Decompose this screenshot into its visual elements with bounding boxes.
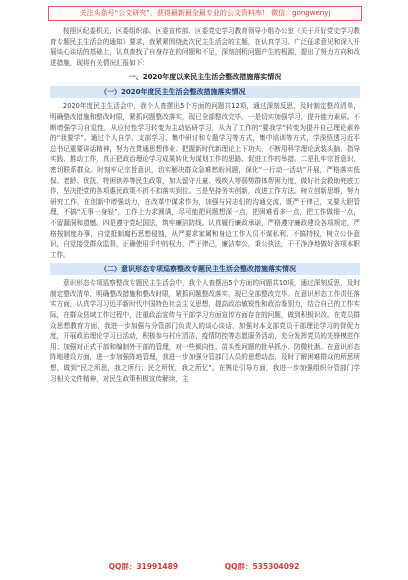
promo-banner: 关注头条号“公文研究”，获得最新最全最专业的公文资料库！ 微信：gongwenyj [48, 6, 362, 21]
subsection-heading-1: （一）2020年度民主生活会整改措施落实情况 [50, 86, 360, 98]
subsection-body-1: 2020年度民主生活会中，我个人查摆出5个方面的问题共12项，通过深刻反思，及时制定整改清单，明确整改措施和整改时限，紧抓问题整改落实，现已全部整改完毕。一是切实加强学习，提升能力素质。不断增强学习自觉性，从应付性学习转变为主动钻研学习，从为了工作的“要我学”转变为提升自己理论素养的“我要学”。通过个人自学、支部学习、集中研讨和专题学习等方式，集中培训等方式，学深悟透习近平总书记重要讲话精神，努力在贯通思想伟业、把握新时代新理论上下功夫，不断用科学理论武装头脑、指导实践、推动工作，真正把政治理论学习成果转化为谋划工作的思路、促进工作的举措。二是扎牢宗旨意识，密切联系群众。时刻牢记宗旨意识，切实解决群众急难愁盼问题，深化“一行动一活动”开展，严格落实低保、老龄、优抚、特困供养等民生政策，加大留守儿童、残疾人等弱势群体帮困力度，做好社会救助兜底工作，坚决把党的各项惠民政策不折不扣落实到位。三是坚持务实创新，改进工作方法。树立创新思维，努力研究工作，在创新中增强动力，在改革中谋求作为，加强与同志们的沟通交流，既严于律己，又要大胆管理，不搞“无事一身轻”，工作上力求圆满，尽可能把问题想深一点，把困难看多一点，把工作做细一点，不留漏洞和遗憾。四是遵守党纪国法，筑牢廉洁防线。认真履行廉政承诺，严格遵守廉政建设各项规定，严格按制度办事，自觉抵制腐朽思想侵蚀，从严要求家属和身边工作人员不谋私利、不搞特权，树立公仆意识，自觉接受群众监督，正确使用手中的权力，严于律己，廉洁奉公，秉公执法，干干净净地做好各项本职工作。 [50, 102, 360, 259]
qq-group-1: QQ群：31991489 [108, 562, 179, 571]
qq-group-2: QQ群：535304092 [224, 562, 300, 571]
document-body [50, 26, 360, 384]
subsection-body-2: 意识形态专项巡察整改专题民主生活会中，我个人查摆出5个方面的问题共10项，通过深刻反思，及时制定整改清单，明确整改措施和整改时限，紧抓问题整改落实，现已全部整改完毕。在意识形态工作责任落实方面，认真学习习近平新时代中国特色社会主义思想，提高政治敏锐性和政治鉴别力，结合自己的工作实际，在群众县域工作过程中，注重政治宣传与干部学习方面宣传方面存在的问题，做到积极识改。在党员群众思想教育方面，我进一步加强与分管部门负责人的谈心谈话，加强对本支部党员干部理论学习的督促力度，开展政治理论学习日活动，积极参与村庄清洁、疫情防控等志愿服务活动，充分发挥党员的先锋模范作用；加强对正式干部和编制外干部的管理，对一些倾向性、苗头性问题的批早抓小、防微杜渐。在意识形态阵地建设方面，进一步加强阵地管理，我进一步加强分管部门人员的思想动态，及时了解困难群众的所思所想，做到“民之所思，我之所行；民之所忧，我之所忆”。在舆论引导方面，我进一步加强组织分管部门学习相关文件精神，对民生政策积极宣传解读，主 [50, 279, 360, 383]
footer-contact [0, 560, 408, 574]
section-title: 一、2020年度以来民主生活会整改措施落实情况 [128, 73, 282, 82]
subsection-heading-2: （二）意识形态专项巡察整改专题民主生活会整改措施落实情况 [50, 263, 360, 275]
intro-paragraph: 按照区纪委机关、区委组织部、区委宣传部、区委党史学习教育领导小组办公室《关于开好党史学习教育专题民主生活会的通知》要求，我紧紧围绕此次民主生活会的主题，在认真学习、广泛征求意见和深入开展谈心谈话的基础上，认真查找了自身存在的问题和不足，深刻剖析问题产生的根源，提出了努力方向和改进措施，现将有关情况汇报如下： [50, 27, 360, 67]
